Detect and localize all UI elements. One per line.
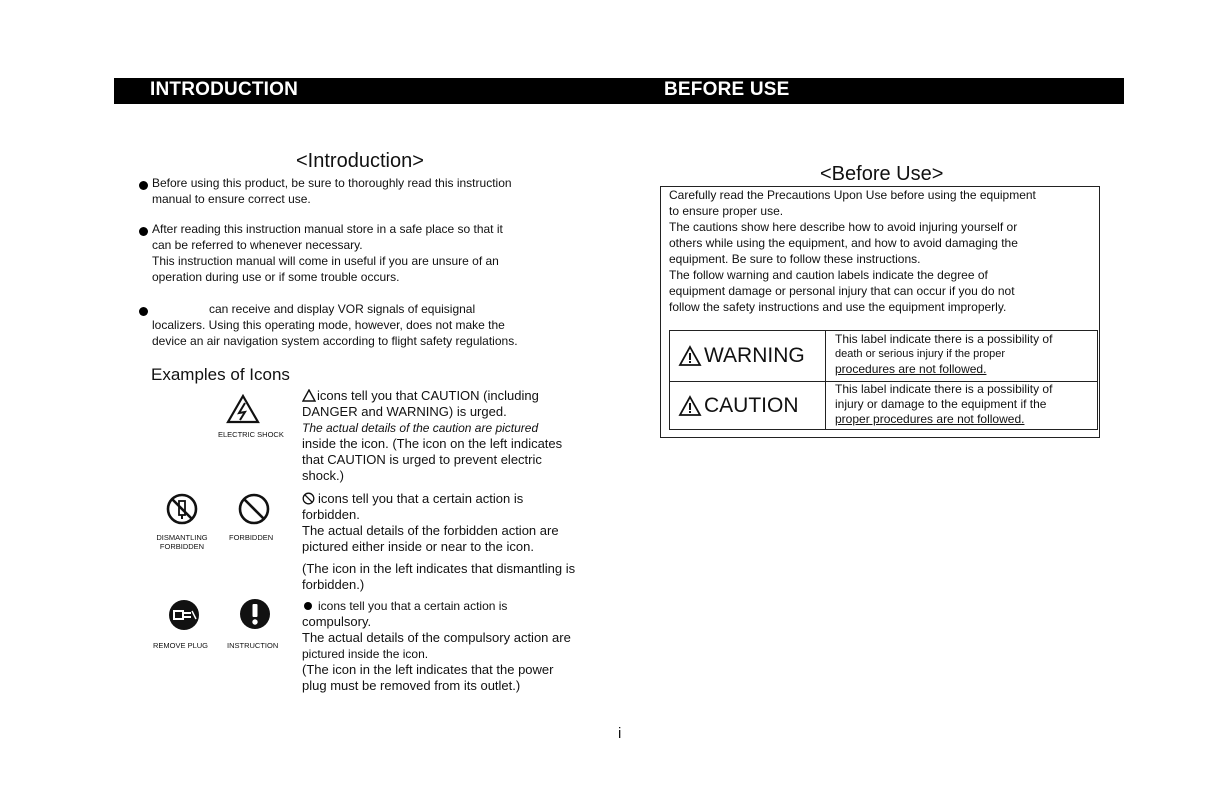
caption-line: DISMANTLING — [156, 533, 208, 542]
italic-line: The actual details of the caution are pictured — [302, 421, 539, 435]
warning-caution-table — [669, 330, 1098, 430]
page-number: i — [618, 725, 622, 742]
text-line: can be referred to whenever necessary. — [152, 238, 363, 252]
text-line: Carefully read the Precautions Upon Use before using the equipment — [669, 188, 1036, 202]
caution-text-line2: DANGER and WARNING) is urged. — [302, 404, 507, 419]
text-line: compulsory. — [302, 614, 372, 629]
warning-label-text: WARNING — [704, 344, 805, 367]
text-line: The actual details of the forbidden action are — [302, 523, 559, 538]
text-line: The actual details of the compulsory action are — [302, 630, 571, 645]
text-line: procedures are not followed. — [835, 362, 987, 376]
introduction-heading: <Introduction> — [296, 150, 424, 172]
text-line: to ensure proper use. — [669, 204, 784, 218]
caution-triangle-large-icon — [678, 395, 702, 417]
caution-label — [678, 391, 799, 421]
text-line: (The icon in the left indicates that the power — [302, 662, 554, 677]
caution-text-line1: icons tell you that CAUTION (including — [317, 388, 539, 403]
caution-triangle-icon — [302, 389, 316, 402]
bullet-dot — [139, 227, 148, 236]
compulsory-dot-icon — [304, 602, 312, 610]
header-title-before-use: BEFORE USE — [664, 79, 790, 100]
text-line: that CAUTION is urged to prevent electric — [302, 452, 542, 467]
instruction-icon — [238, 597, 272, 631]
text-line: This label indicate there is a possibility of — [835, 332, 1053, 346]
text-line: injury or damage to the equipment if the — [835, 397, 1047, 411]
text-line: shock.) — [302, 468, 344, 483]
text-line: equipment. Be sure to follow these instructions. — [669, 252, 921, 266]
instruction-caption: INSTRUCTION — [227, 641, 279, 650]
forbidden-small-icon — [302, 492, 315, 505]
intro-bullet-3-line1: can receive and display VOR signals of equisignal — [209, 302, 476, 316]
intro-bullet-2 — [152, 221, 503, 285]
before-use-heading: <Before Use> — [820, 163, 944, 185]
caution-label-text: CAUTION — [704, 394, 799, 417]
text-line: others while using the equipment, and how to avoid damaging the — [669, 236, 1018, 250]
electric-shock-caption: ELECTRIC SHOCK — [218, 430, 284, 439]
dismantling-caption — [152, 533, 212, 551]
text-line: This label indicate there is a possibility of — [835, 382, 1053, 396]
text-line: This instruction manual will come in useful if you are unsure of an — [152, 254, 499, 268]
text-line: manual to ensure correct use. — [152, 192, 311, 206]
text-line: inside the icon. (The icon on the left indicates — [302, 436, 563, 451]
warning-label — [678, 341, 805, 371]
forbidden-text-block — [302, 507, 559, 555]
intro-bullet-3-rest — [152, 317, 518, 349]
text-line: The cautions show here describe how to avoid injuring yourself or — [669, 220, 1018, 234]
text-line: The follow warning and caution labels indicate the degree of — [669, 268, 988, 282]
table-col-divider — [825, 331, 826, 429]
caution-text-block — [302, 420, 562, 484]
forbidden-icon — [237, 492, 271, 526]
compulsory-text-block — [302, 614, 571, 694]
text-line: death or serious injury if the proper — [835, 348, 1005, 360]
header-title-introduction: INTRODUCTION — [150, 79, 299, 100]
warning-description — [835, 332, 1052, 377]
text-line: pictured either inside or near to the icon. — [302, 539, 534, 554]
forbidden-text-block-2 — [302, 561, 575, 593]
text-line: forbidden.) — [302, 577, 365, 592]
text-line: localizers. Using this operating mode, however, does not make the — [152, 318, 505, 332]
remove-plug-icon — [167, 598, 201, 632]
remove-plug-caption: REMOVE PLUG — [153, 641, 209, 650]
text-line: proper procedures are not followed. — [835, 412, 1025, 426]
compulsory-text-line1: icons tell you that a certain action is — [318, 599, 508, 613]
forbidden-caption: FORBIDDEN — [229, 533, 274, 542]
text-line: (The icon in the left indicates that dismantling is — [302, 561, 576, 576]
text-line: forbidden. — [302, 507, 360, 522]
text-line: pictured inside the icon. — [302, 647, 429, 661]
warning-triangle-icon — [678, 345, 702, 367]
text-line: equipment damage or personal injury that can occur if you do not — [669, 284, 1015, 298]
electric-shock-caution-icon — [226, 394, 260, 424]
text-line: plug must be removed from its outlet.) — [302, 678, 521, 693]
text-line: After reading this instruction manual store in a safe place so that it — [152, 222, 503, 236]
bullet-dot — [139, 307, 148, 316]
icons-heading: Examples of Icons — [151, 365, 290, 384]
forbidden-text-line1: icons tell you that a certain action is — [318, 491, 524, 506]
text-line: Before using this product, be sure to thoroughly read this instruction — [152, 176, 512, 190]
text-line: follow the safety instructions and use the equipment improperly. — [669, 300, 1007, 314]
intro-bullet-1 — [152, 175, 512, 207]
text-line: device an air navigation system according to flight safety regulations. — [152, 334, 518, 348]
dismantling-forbidden-icon — [165, 492, 199, 526]
caution-description — [835, 382, 1052, 427]
text-line: operation during use or if some trouble occurs. — [152, 270, 400, 284]
header-bar — [114, 78, 1124, 104]
caption-line: FORBIDDEN — [159, 542, 205, 551]
before-use-paragraph — [669, 187, 1036, 315]
bullet-dot — [139, 181, 148, 190]
